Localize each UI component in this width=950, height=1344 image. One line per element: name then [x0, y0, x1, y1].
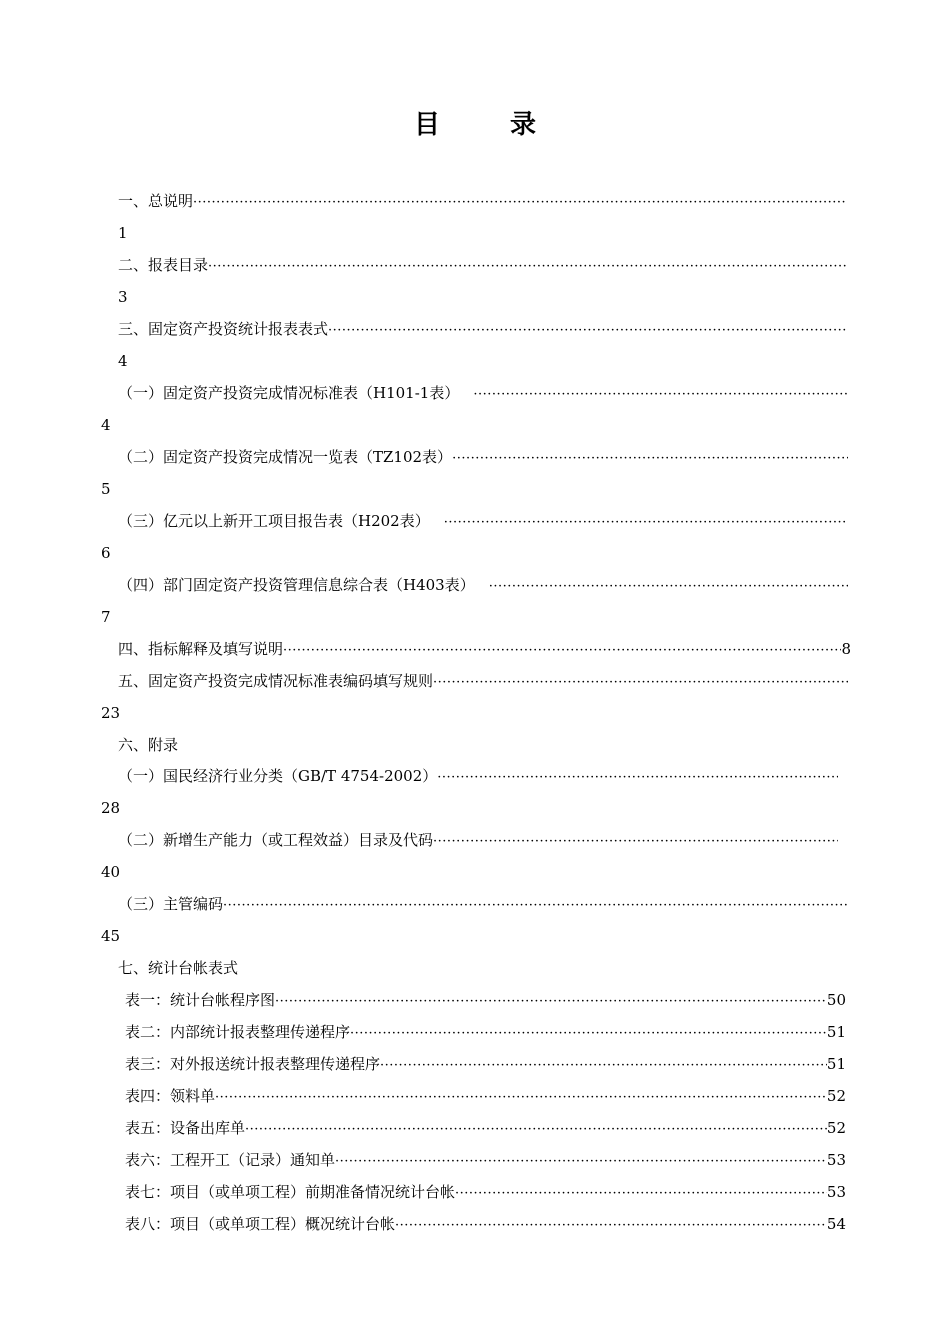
toc-entry[interactable]	[125, 1085, 846, 1107]
toc-leader-dots	[193, 192, 846, 212]
toc-entry[interactable]	[125, 1117, 846, 1139]
toc-leader-dots	[335, 1151, 827, 1171]
toc-entry-page: 1	[118, 224, 128, 242]
toc-leader-dots	[433, 672, 848, 692]
toc-leader-dots	[433, 831, 838, 851]
toc-entry[interactable]	[118, 829, 838, 851]
toc-leader-dots	[444, 512, 848, 532]
toc-entry-label: （一）固定资产投资完成情况标准表（H101-1表）	[118, 384, 460, 402]
toc-leader-dots	[437, 767, 838, 787]
toc-entry-label: 表六：工程开工（记录）通知单	[125, 1151, 336, 1169]
toc-entry-label: 表三：对外报送统计报表整理传递程序	[125, 1055, 381, 1073]
toc-entry[interactable]	[118, 893, 848, 915]
toc-leader-dots	[380, 1055, 827, 1075]
toc-entry-page: 53	[826, 1151, 846, 1169]
toc-leader-dots	[245, 1119, 827, 1139]
toc-entry-label: 五、固定资产投资完成情况标准表编码填写规则	[118, 672, 434, 690]
toc-entry-label: （三）主管编码	[118, 895, 224, 913]
toc-leader-dots	[473, 384, 848, 404]
toc-entry-label: 表五：设备出库单	[125, 1119, 246, 1137]
toc-leader-dots	[223, 895, 848, 915]
toc-entry-label: 表四：领料单	[125, 1087, 216, 1105]
toc-entry-page: 4	[118, 352, 128, 370]
toc-entry-page: 50	[826, 991, 846, 1009]
toc-entry-label: 表八：项目（或单项工程）概况统计台帐	[125, 1215, 396, 1233]
toc-entry-page: 7	[101, 608, 111, 626]
toc-section-heading[interactable]: 七、统计台帐表式	[118, 959, 239, 977]
toc-entry-page: 28	[101, 799, 121, 817]
toc-entry-page: 23	[101, 704, 121, 722]
toc-leader-dots	[350, 1023, 827, 1043]
toc-entry[interactable]	[118, 190, 846, 212]
toc-entry-label: 一、总说明	[118, 192, 194, 210]
document-title: 目 录	[413, 110, 558, 140]
toc-section-heading[interactable]: 六、附录	[118, 736, 179, 754]
toc-entry-page: 45	[101, 927, 121, 945]
toc-entry-label: （四）部门固定资产投资管理信息综合表（H403表）	[118, 576, 475, 594]
toc-entry[interactable]	[125, 1181, 846, 1203]
toc-leader-dots	[215, 1087, 827, 1107]
toc-entry-label: （二）固定资产投资完成情况一览表（TZ102表）	[118, 448, 453, 466]
toc-entry[interactable]	[125, 1021, 846, 1043]
toc-entry[interactable]	[118, 638, 851, 660]
toc-entry-page: 52	[826, 1119, 846, 1137]
toc-entry-label: 表七：项目（或单项工程）前期准备情况统计台帐	[125, 1183, 456, 1201]
toc-entry-label: （三）亿元以上新开工项目报告表（H202表）	[118, 512, 430, 530]
toc-entry-label: 二、报表目录	[118, 256, 209, 274]
toc-leader-dots	[328, 320, 846, 340]
toc-entry-page: 51	[826, 1055, 846, 1073]
toc-entry-page: 8	[841, 640, 851, 658]
toc-entry[interactable]	[125, 989, 846, 1011]
toc-entry-label: 四、指标解释及填写说明	[118, 640, 284, 658]
toc-leader-dots	[452, 448, 848, 468]
toc-entry-page: 53	[826, 1183, 846, 1201]
toc-entry-page: 3	[118, 288, 128, 306]
toc-entry-page: 51	[826, 1023, 846, 1041]
toc-entry-page: 52	[826, 1087, 846, 1105]
toc-leader-dots	[283, 640, 841, 660]
toc-entry[interactable]	[118, 510, 848, 532]
toc-leader-dots	[395, 1215, 827, 1235]
toc-entry-page: 40	[101, 863, 121, 881]
toc-entry[interactable]	[118, 382, 848, 404]
toc-entry[interactable]	[125, 1213, 846, 1235]
toc-entry-label: 表二：内部统计报表整理传递程序	[125, 1023, 351, 1041]
toc-entry-page: 6	[101, 544, 111, 562]
toc-entry-label: （一）国民经济行业分类（GB/T 4754-2002）	[118, 767, 438, 785]
toc-entry[interactable]	[118, 574, 848, 596]
toc-leader-dots	[208, 256, 846, 276]
toc-leader-dots	[489, 576, 848, 596]
toc-entry-page: 4	[101, 416, 111, 434]
toc-entry[interactable]	[125, 1053, 846, 1075]
toc-leader-dots	[455, 1183, 827, 1203]
toc-entry[interactable]	[125, 1149, 846, 1171]
toc-entry[interactable]	[118, 765, 838, 787]
toc-entry[interactable]	[118, 254, 846, 276]
toc-entry-label: 三、固定资产投资统计报表表式	[118, 320, 329, 338]
toc-entry-label: （二）新增生产能力（或工程效益）目录及代码	[118, 831, 434, 849]
toc-entry-label: 表一：统计台帐程序图	[125, 991, 276, 1009]
toc-entry[interactable]	[118, 446, 848, 468]
toc-entry-page: 5	[101, 480, 111, 498]
toc-entry[interactable]	[118, 670, 848, 692]
toc-leader-dots	[275, 991, 827, 1011]
toc-entry[interactable]	[118, 318, 846, 340]
toc-entry-page: 54	[826, 1215, 846, 1233]
